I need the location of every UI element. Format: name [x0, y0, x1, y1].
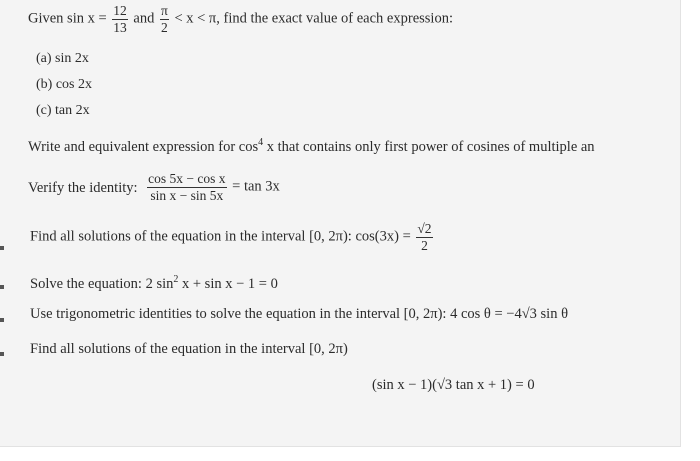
solve-line [30, 274, 278, 293]
verify-rhs: = tan 3x [232, 178, 280, 195]
verify-fraction [147, 172, 226, 202]
equation-text: (sin x − 1)(√3 tan x + 1) = 0 [372, 377, 535, 393]
part-a [36, 51, 89, 67]
part-expr: tan 2x [55, 103, 90, 118]
find1-fraction [416, 222, 432, 252]
solve-exponent: 2 [173, 274, 179, 285]
part-c [36, 103, 90, 119]
sin-fraction [112, 4, 128, 34]
part-label: (a) [36, 51, 52, 66]
trig-text: Use trigonometric identities to solve the equation in the interval [0, 2π): 4 cos θ = −4√3 sin θ [30, 306, 569, 322]
write-exponent: 4 [258, 137, 264, 148]
sin-denominator: 13 [113, 19, 127, 35]
write-post: x that contains only first power of cosines of multiple an [266, 138, 595, 155]
find1-numerator: √2 [417, 221, 432, 236]
solve-post: x + sin x − 1 = 0 [182, 275, 278, 292]
bullet-marker [0, 352, 4, 356]
find2-text: Find all solutions of the equation in the interval [0, 2π) [30, 341, 348, 357]
pi-denominator: 2 [161, 19, 168, 35]
solve-pre: Solve the equation: 2 sin [30, 275, 174, 292]
part-b [36, 77, 92, 93]
part-expr: sin 2x [55, 51, 89, 66]
given-and: and [133, 10, 155, 27]
given-prefix: Given sin x = [28, 10, 107, 27]
part-label: (b) [36, 77, 53, 92]
find2-line [30, 341, 348, 358]
bullet-marker [0, 318, 4, 322]
find1-line [30, 222, 435, 252]
given-line [28, 4, 453, 34]
given-suffix: < x < π, find the exact value of each expression: [174, 10, 453, 27]
find1-denominator: 2 [421, 237, 428, 253]
find1-text: Find all solutions of the equation in the interval [0, 2π): cos(3x) = [30, 228, 411, 245]
write-pre: Write and equivalent expression for cos [28, 138, 259, 155]
trig-line [30, 306, 568, 323]
verify-denominator: sin x − sin 5x [150, 187, 224, 203]
find2-equation [372, 377, 535, 394]
bullet-marker [0, 246, 4, 250]
pi-numerator: π [160, 3, 168, 18]
verify-numerator: cos 5x − cos x [148, 171, 226, 186]
part-label: (c) [36, 103, 52, 118]
pi-fraction [160, 4, 169, 34]
write-line [28, 137, 680, 156]
part-expr: cos 2x [55, 77, 92, 92]
sin-numerator: 12 [113, 3, 127, 18]
verify-line [28, 172, 280, 202]
verify-label: Verify the identity: [28, 180, 138, 197]
bullet-marker [0, 285, 4, 289]
